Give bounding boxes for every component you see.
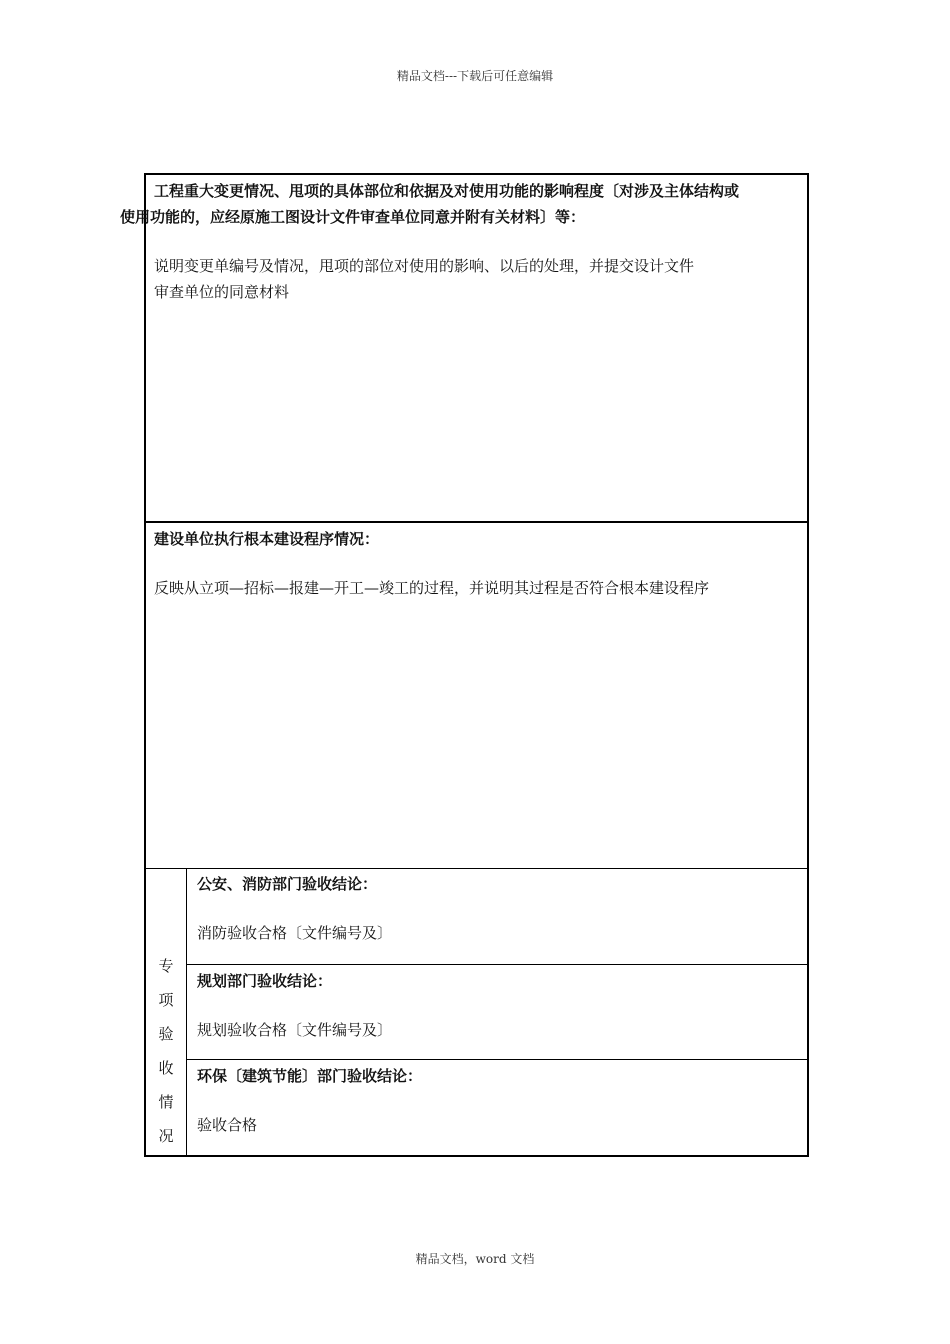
special-side-label xyxy=(156,949,176,1153)
side-label-char: 收 xyxy=(158,1059,174,1077)
side-label-divider xyxy=(186,868,187,1157)
fire-acceptance-heading: 公安、消防部门验收结论： xyxy=(197,875,378,893)
side-label-char: 验 xyxy=(158,1025,174,1043)
section2-body: 反映从立项—招标—报建—开工—竣工的过程，并说明其过程是否符合根本建设程序 xyxy=(154,579,710,597)
page-footer: 精品文档，word 文档 xyxy=(415,1252,535,1266)
environment-acceptance-heading: 环保〔建筑节能〕部门验收结论： xyxy=(197,1067,423,1085)
side-label-char: 项 xyxy=(158,991,174,1009)
section2-heading: 建设单位执行根本建设程序情况： xyxy=(154,530,380,548)
fire-acceptance-body: 消防验收合格〔文件编号及〕 xyxy=(197,924,393,942)
section1-body-line2: 审查单位的同意材料 xyxy=(154,283,290,301)
side-label-char: 况 xyxy=(158,1127,174,1145)
row-divider xyxy=(187,1059,807,1060)
page-header: 精品文档---下载后可任意编辑 xyxy=(396,69,554,83)
section1-heading-line1: 工程重大变更情况、甩项的具体部位和依据及对使用功能的影响程度〔对涉及主体结构或 xyxy=(154,182,740,200)
section1-heading-line2: 使用功能的，应经原施工图设计文件审查单位同意并附有关材料〕等： xyxy=(120,208,586,226)
planning-acceptance-body: 规划验收合格〔文件编号及〕 xyxy=(197,1021,393,1039)
row-divider xyxy=(187,964,807,965)
section1-body-line1: 说明变更单编号及情况，甩项的部位对使用的影响、以后的处理，并提交设计文件 xyxy=(154,257,695,275)
section-special-acceptance xyxy=(144,868,809,1157)
side-label-char: 专 xyxy=(158,957,174,975)
side-label-char: 情 xyxy=(158,1093,174,1111)
environment-acceptance-body: 验收合格 xyxy=(197,1116,258,1134)
section-construction-procedure xyxy=(144,521,809,869)
planning-acceptance-heading: 规划部门验收结论： xyxy=(197,972,333,990)
